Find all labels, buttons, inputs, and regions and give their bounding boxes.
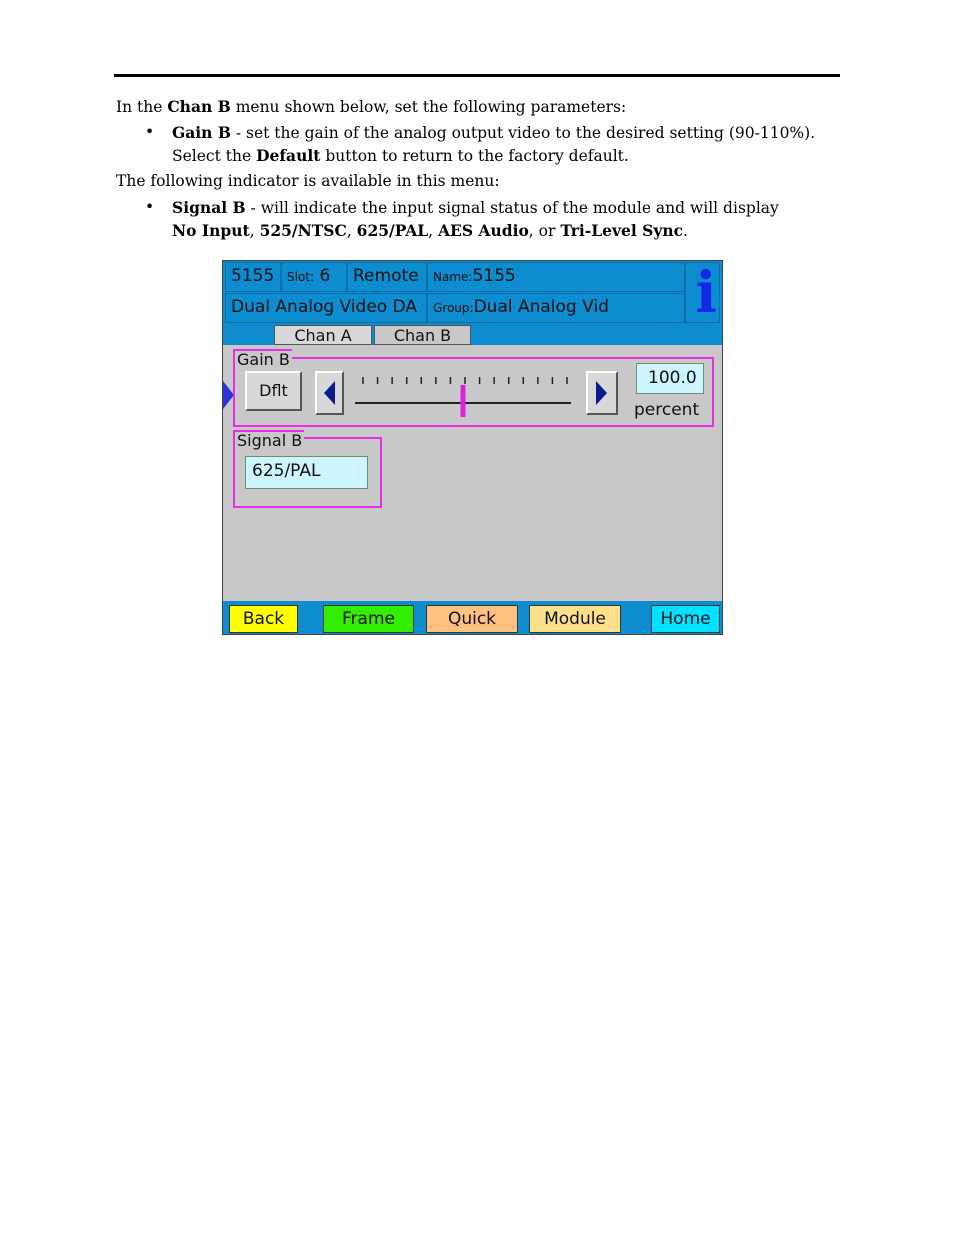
default-button[interactable]: Dflt bbox=[245, 371, 302, 411]
gain-unit-label: percent bbox=[634, 400, 700, 420]
slider-ticks bbox=[363, 377, 567, 384]
group-label: Group: bbox=[433, 301, 474, 315]
info-icon[interactable]: i bbox=[695, 262, 717, 323]
tab-chan-b[interactable]: Chan B bbox=[374, 325, 471, 345]
gain-bullet-line1: - set the gain of the analog output video to the desired setting (90-110%). bbox=[230, 124, 816, 142]
indicator-intro: The following indicator is available in this menu: bbox=[116, 172, 500, 190]
back-button[interactable]: Back bbox=[229, 605, 298, 633]
slider-thumb[interactable] bbox=[461, 385, 466, 417]
separator: , bbox=[346, 221, 357, 240]
gain-bullet-line2-prefix: Select the bbox=[172, 146, 257, 165]
signal-bullet-line1: - will indicate the input signal status of the module and will display bbox=[245, 199, 779, 217]
gain-slider[interactable] bbox=[353, 373, 575, 419]
slot-cell bbox=[281, 262, 347, 292]
intro-prefix: In the bbox=[116, 98, 168, 116]
intro-suffix: menu shown below, set the following parameters: bbox=[230, 98, 627, 116]
increment-button[interactable] bbox=[586, 371, 618, 415]
signal-option: AES Audio bbox=[438, 220, 529, 240]
gain-value-field[interactable]: 100.0 bbox=[636, 363, 704, 394]
arrow-left-icon bbox=[317, 373, 342, 413]
signal-option: Tri-Level Sync bbox=[560, 220, 684, 240]
group-value: Dual Analog Vid bbox=[473, 297, 609, 317]
signal-b-label: Signal B bbox=[233, 430, 304, 450]
gain-bullet-default: Default bbox=[256, 145, 321, 165]
bullet-dot: • bbox=[145, 198, 155, 216]
info-cell[interactable] bbox=[685, 262, 720, 323]
separator: , bbox=[428, 221, 438, 240]
gain-bullet-line2-suffix: button to return to the factory default. bbox=[320, 146, 629, 165]
remote-cell: Remote bbox=[347, 262, 427, 292]
gain-bullet-text bbox=[172, 122, 815, 167]
signal-option: 525/NTSC bbox=[259, 220, 347, 240]
home-button[interactable]: Home bbox=[651, 605, 720, 633]
frame-button[interactable]: Frame bbox=[323, 605, 414, 633]
group-cell bbox=[427, 293, 685, 323]
intro-paragraph bbox=[116, 96, 626, 118]
name-label: Name: bbox=[433, 270, 473, 284]
slot-label: Slot: bbox=[287, 270, 315, 284]
signal-b-value: 625/PAL bbox=[245, 456, 368, 489]
module-button[interactable]: Module bbox=[529, 605, 621, 633]
model-cell: 5155 bbox=[225, 262, 281, 292]
name-value: 5155 bbox=[472, 266, 516, 286]
gain-bullet-title: Gain B bbox=[172, 123, 231, 142]
name-cell bbox=[427, 262, 685, 292]
intro-menu-name: Chan B bbox=[167, 97, 231, 116]
top-rule bbox=[114, 74, 840, 77]
tab-chan-a[interactable]: Chan A bbox=[274, 325, 372, 345]
quick-button[interactable]: Quick bbox=[426, 605, 518, 633]
separator: , bbox=[249, 221, 260, 240]
signal-option: 625/PAL bbox=[356, 220, 429, 240]
chan-b-menu-screenshot bbox=[222, 260, 723, 635]
bullet-dot: • bbox=[145, 123, 155, 141]
arrow-right-icon bbox=[588, 373, 616, 413]
gain-b-label: Gain B bbox=[233, 349, 292, 369]
decrement-button[interactable] bbox=[315, 371, 344, 415]
slot-value: 6 bbox=[319, 266, 331, 286]
separator: , or bbox=[528, 221, 561, 240]
signal-bullet-title: Signal B bbox=[172, 198, 246, 217]
module-header bbox=[223, 261, 722, 325]
description-cell: Dual Analog Video DA bbox=[225, 293, 427, 323]
tab-bar bbox=[223, 325, 722, 345]
signal-option: No Input bbox=[172, 220, 250, 240]
sentence-end: . bbox=[683, 221, 688, 240]
signal-bullet-text bbox=[172, 197, 779, 242]
